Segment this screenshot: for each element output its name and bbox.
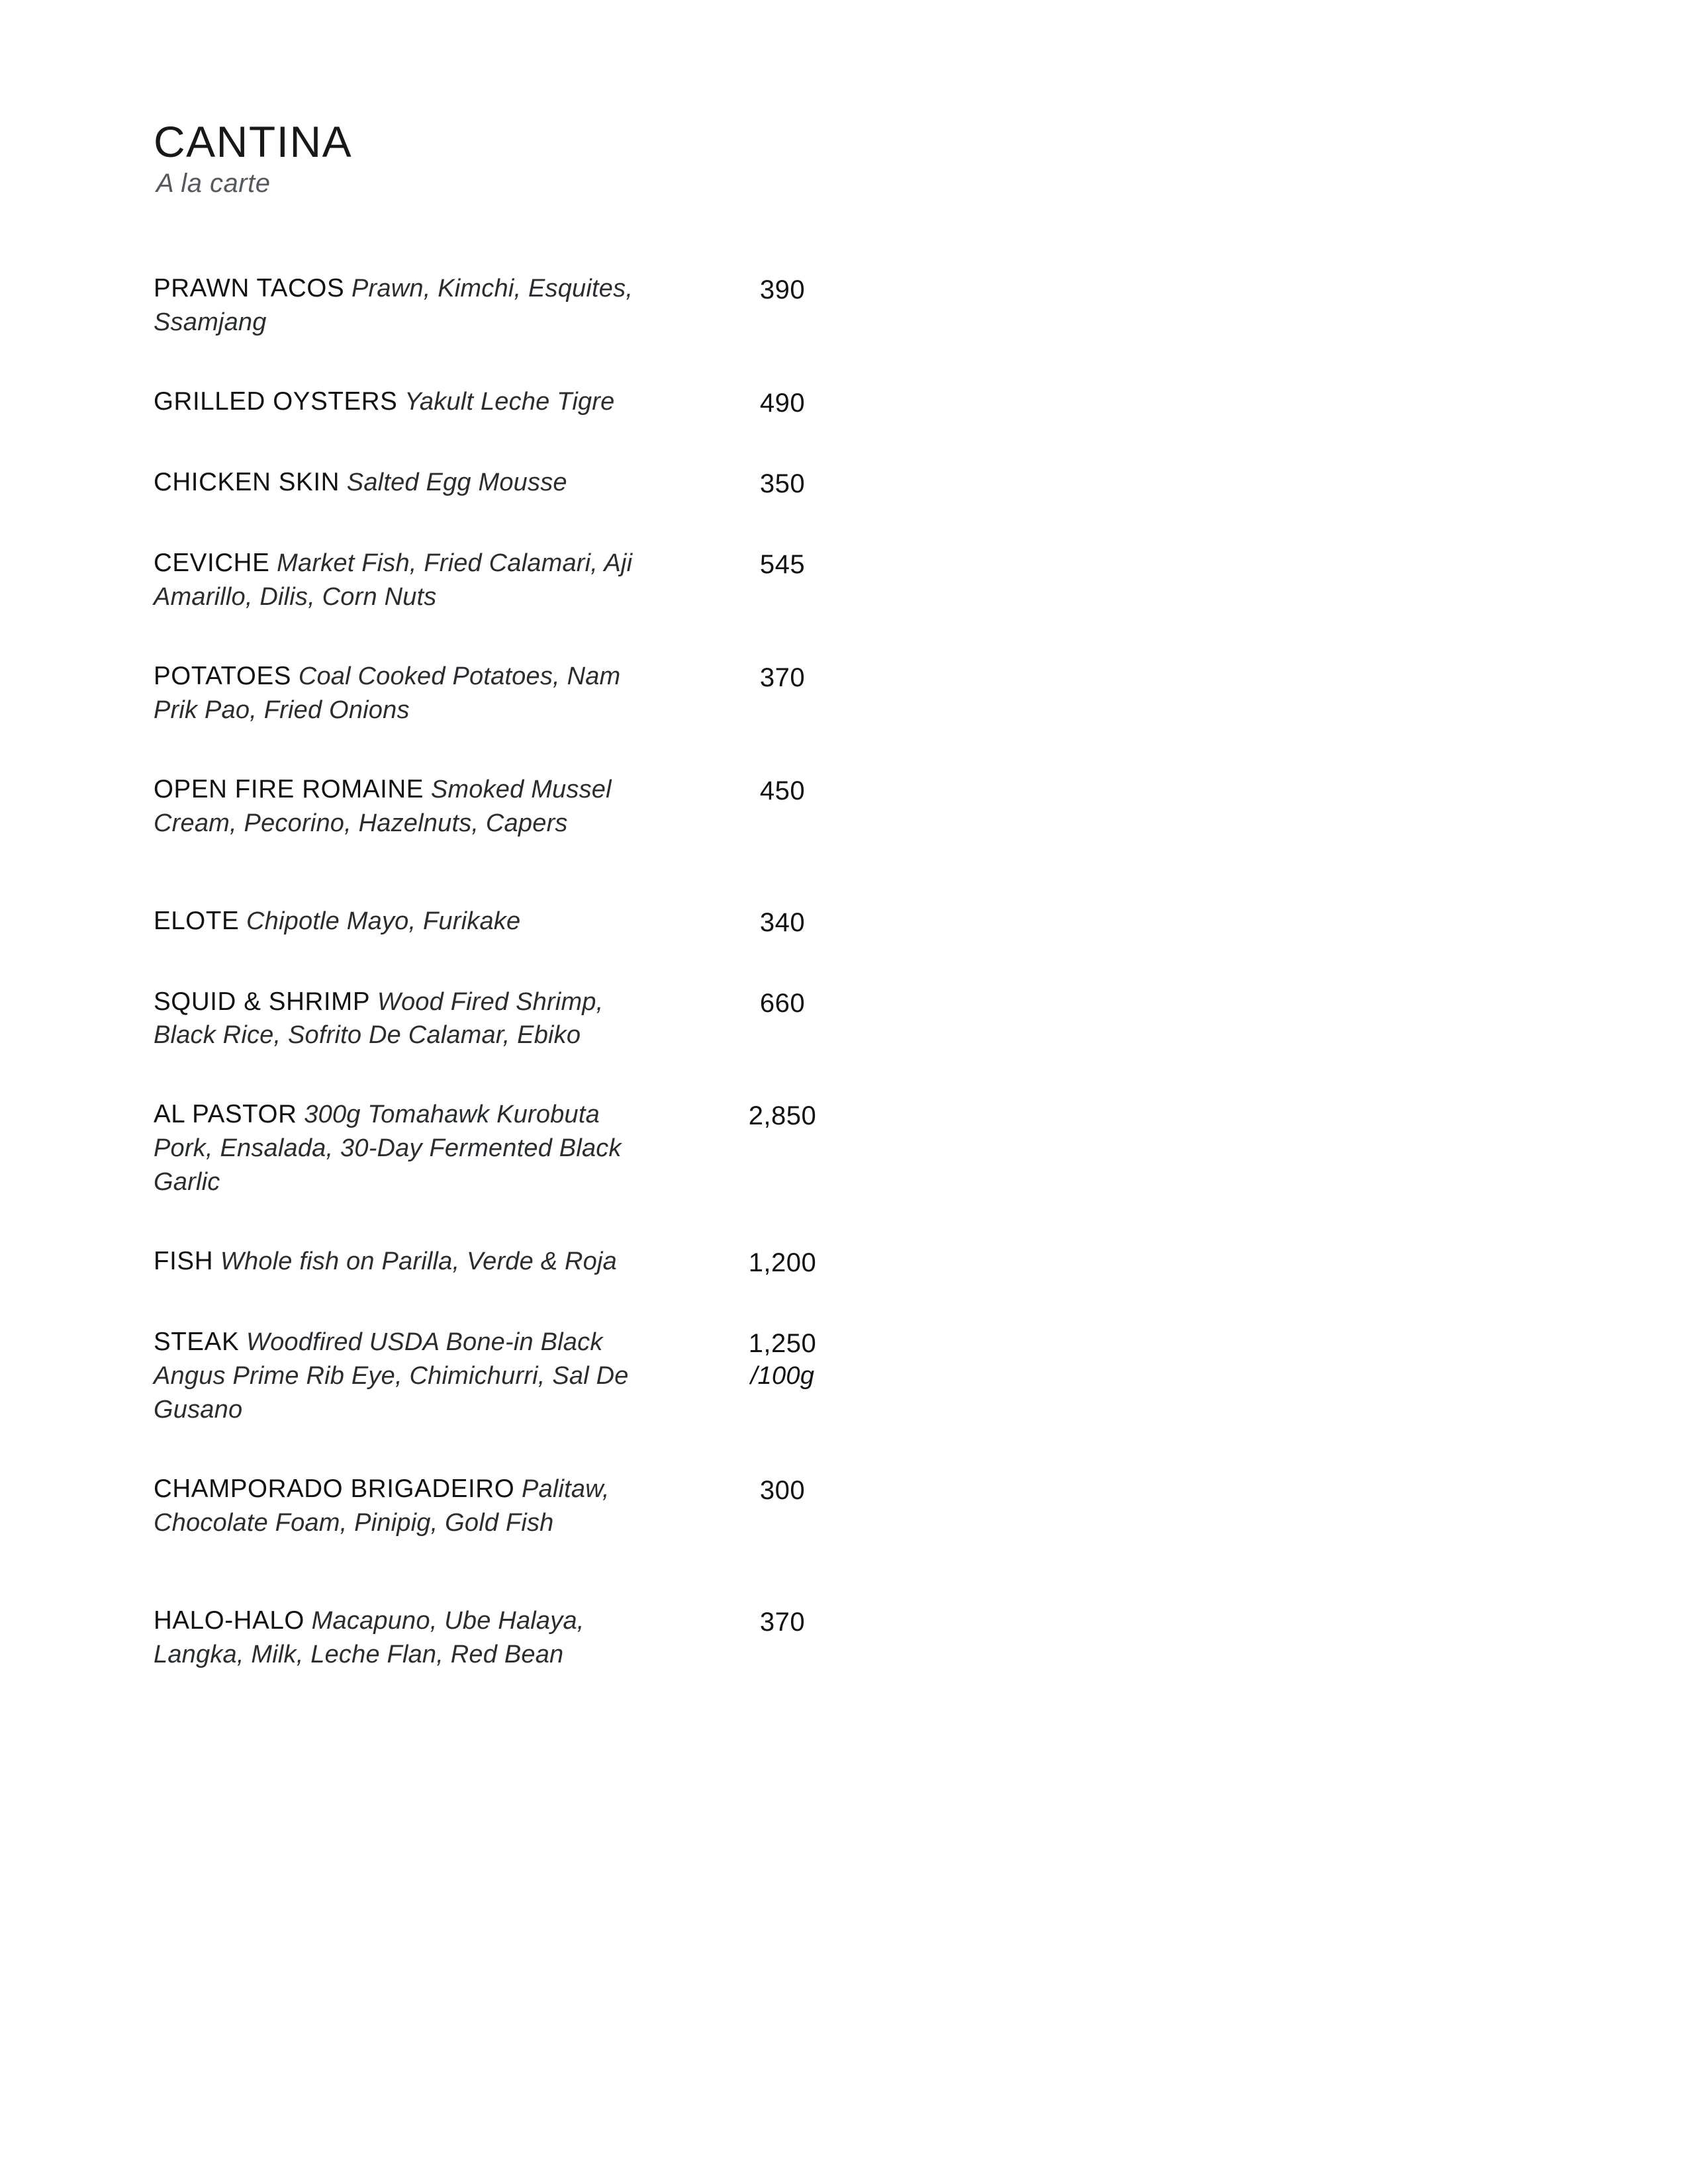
menu-item-price-group	[683, 1244, 882, 1280]
menu-item-name: AL PASTOR	[154, 1100, 297, 1129]
menu-item	[154, 772, 882, 841]
menu-item-price-group	[683, 271, 882, 307]
menu-item-description: Smoked Mussel Cream, Pecorino, Hazelnuts, Capers	[154, 775, 612, 837]
menu-item-price-group	[683, 985, 882, 1021]
menu-item-name: CEVICHE	[154, 549, 270, 578]
menu-item-name: POTATOES	[154, 661, 292, 690]
page-title: CANTINA	[154, 117, 353, 166]
menu-item	[154, 1244, 882, 1280]
menu-item-price: 340	[759, 907, 806, 937]
menu-item-name: CHAMPORADO BRIGADEIRO	[154, 1474, 515, 1503]
menu-item-price: 1,200	[748, 1248, 817, 1278]
menu-item-price-group	[683, 1604, 882, 1639]
menu-item-price: 545	[759, 550, 806, 580]
menu-item-description: Woodfired USDA Bone-in Black Angus Prime Rib Eye, Chimichurri, Sal De Gusano	[154, 1328, 629, 1424]
menu-item-text	[154, 1325, 637, 1427]
menu-item-description: Prawn, Kimchi, Esquites, Ssamjang	[154, 275, 633, 337]
menu-item-price: 370	[759, 662, 806, 692]
menu-item-text	[154, 465, 637, 500]
menu-item-price: 350	[759, 469, 806, 499]
menu-header	[154, 119, 1688, 199]
menu-item-name: FISH	[154, 1247, 214, 1276]
menu-item-description: Macapuno, Ube Halaya, Langka, Milk, Leche Flan, Red Bean	[154, 1606, 585, 1668]
menu-item-text	[154, 1604, 637, 1672]
menu-item-description: Whole fish on Parilla, Verde & Roja	[220, 1248, 617, 1276]
menu-item-description: Yakult Leche Tigre	[404, 388, 615, 416]
menu-item	[154, 546, 882, 614]
menu-item-name: HALO-HALO	[154, 1606, 305, 1635]
menu-item-price-group	[683, 546, 882, 582]
menu-item-text	[154, 385, 637, 419]
menu-item-description: 300g Tomahawk Kurobuta Pork, Ensalada, 30-Day Fermented Black Garlic	[154, 1101, 622, 1197]
menu-item-text	[154, 271, 637, 340]
menu-item-name: GRILLED OYSTERS	[154, 387, 398, 416]
menu-item-price-group	[683, 772, 882, 808]
menu-item-name: STEAK	[154, 1328, 240, 1357]
menu-item	[154, 465, 882, 501]
menu-item-list	[154, 271, 882, 1671]
menu-item-text	[154, 1472, 637, 1540]
menu-item-name: ELOTE	[154, 906, 240, 935]
menu-item-price-group	[683, 1325, 882, 1392]
menu-item-description: Wood Fired Shrimp, Black Rice, Sofrito De Calamar, Ebiko	[154, 987, 604, 1050]
menu-item-text	[154, 1097, 637, 1199]
menu-item-text	[154, 659, 637, 727]
menu-item-price-group	[683, 385, 882, 420]
menu-item-price: 450	[759, 776, 806, 805]
menu-item-description: Market Fish, Fried Calamari, Aji Amarillo, Dilis, Corn Nuts	[154, 549, 633, 612]
menu-item-price-group	[683, 1097, 882, 1133]
menu-item	[154, 271, 882, 340]
menu-item-description: Chipotle Mayo, Furikake	[246, 907, 521, 935]
menu-item-text	[154, 904, 637, 938]
menu-item-price: 300	[759, 1475, 806, 1505]
menu-item-price: 1,250	[748, 1329, 817, 1359]
menu-item	[154, 1325, 882, 1427]
menu-item-price-group	[683, 904, 882, 940]
menu-item-description: Palitaw, Chocolate Foam, Pinipig, Gold Fish	[154, 1475, 610, 1537]
menu-item-name: OPEN FIRE ROMAINE	[154, 774, 424, 803]
menu-item-price-group	[683, 1472, 882, 1508]
menu-item-text	[154, 546, 637, 614]
menu-item-name: CHICKEN SKIN	[154, 468, 340, 497]
menu-item	[154, 385, 882, 420]
menu-item	[154, 1097, 882, 1199]
menu-item-name: SQUID & SHRIMP	[154, 987, 371, 1016]
menu-item-name: PRAWN TACOS	[154, 274, 345, 303]
menu-item-text	[154, 985, 637, 1053]
menu-item	[154, 904, 882, 940]
menu-item	[154, 1604, 882, 1672]
menu-item-text	[154, 1244, 637, 1279]
menu-item-price: 490	[759, 388, 806, 418]
menu-item-description: Salted Egg Mousse	[346, 469, 567, 497]
menu-item	[154, 985, 882, 1053]
menu-item-price: 370	[759, 1607, 806, 1637]
menu-item	[154, 659, 882, 727]
menu-item-text	[154, 772, 637, 841]
menu-item-price-group	[683, 465, 882, 501]
menu-item-price-group	[683, 659, 882, 695]
menu-item	[154, 1472, 882, 1540]
menu-item-price: 660	[759, 988, 806, 1018]
menu-item-description: Coal Cooked Potatoes, Nam Prik Pao, Fried Onions	[154, 662, 621, 724]
menu-item-price: 2,850	[748, 1101, 817, 1131]
menu-item-price-unit: /100g	[750, 1362, 815, 1390]
menu-item-price: 390	[759, 275, 806, 305]
page-subtitle: A la carte	[156, 169, 271, 199]
